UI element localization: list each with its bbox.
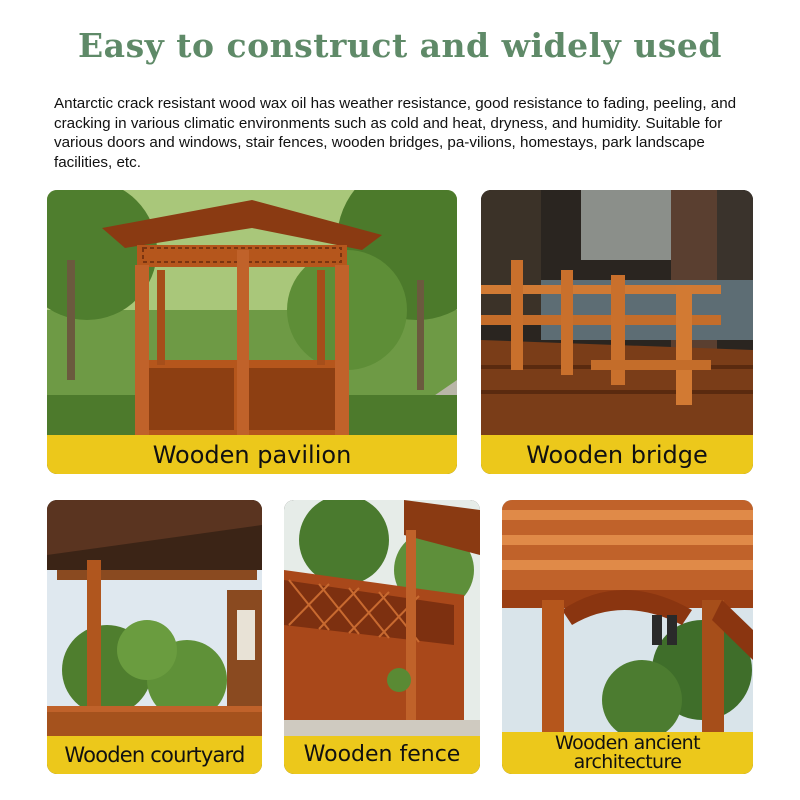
description-text: Antarctic crack resistant wood wax oil has weather resistance, good resistance to fading, peeling, and cracking in various climatic environments such as cold and heat, dryness, and humidity. Suitable for various doors and windows, stair fences, wooden bridges, pa-vilions, homestays, park landscape facilities, etc.: [54, 95, 737, 171]
card-label: Wooden fence: [284, 736, 480, 774]
wooden-bridge-photo: [481, 190, 753, 435]
wooden-courtyard-photo: [47, 500, 262, 736]
wooden-fence-photo: [284, 500, 480, 736]
card-wooden-fence: [284, 500, 480, 774]
card-wooden-courtyard: [47, 500, 262, 774]
card-wooden-bridge: [481, 190, 753, 474]
card-wooden-pavilion: [47, 190, 457, 474]
page-title: Easy to construct and widely used: [78, 26, 722, 65]
card-label: Wooden pavilion: [47, 435, 457, 474]
card-label: Wooden ancient architecture: [502, 732, 753, 774]
card-label: Wooden courtyard: [47, 736, 262, 774]
card-label: Wooden bridge: [481, 435, 753, 474]
wooden-pavilion-photo: [47, 190, 457, 435]
wooden-ancient-architecture-photo: [502, 500, 753, 732]
card-wooden-ancient-architecture: [502, 500, 753, 774]
